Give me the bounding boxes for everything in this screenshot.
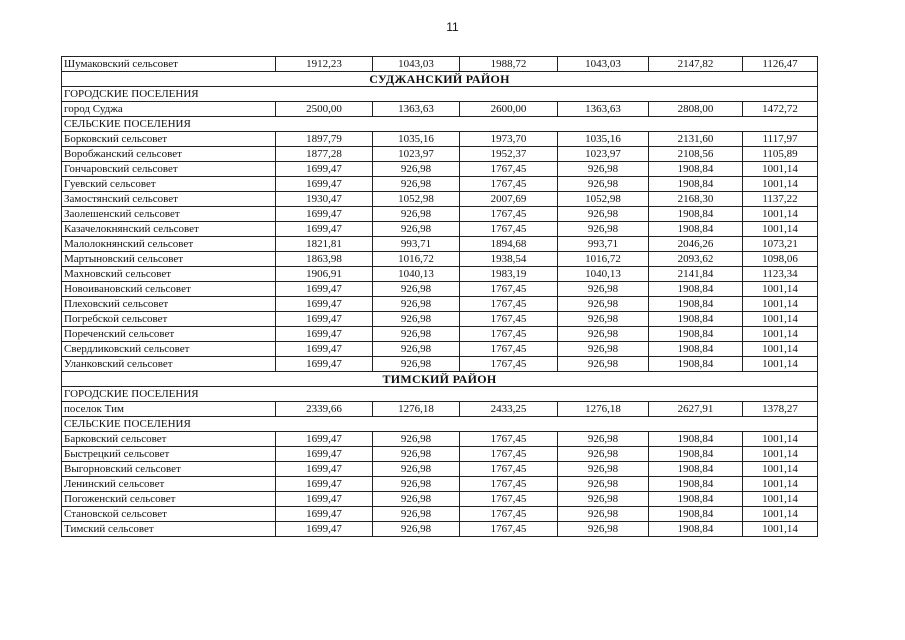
value-cell: 926,98 <box>373 447 460 462</box>
value-cell: 1016,72 <box>558 252 649 267</box>
value-cell: 1988,72 <box>460 57 558 72</box>
settlement-group-label: ГОРОДСКИЕ ПОСЕЛЕНИЯ <box>62 87 818 102</box>
value-cell: 1767,45 <box>460 477 558 492</box>
value-cell: 1699,47 <box>276 462 373 477</box>
value-cell: 1001,14 <box>743 447 818 462</box>
value-cell: 1908,84 <box>649 327 743 342</box>
table-row <box>62 177 818 192</box>
value-cell: 1908,84 <box>649 282 743 297</box>
value-cell: 1908,84 <box>649 507 743 522</box>
page-number: 11 <box>446 20 459 34</box>
settlement-group-label: ГОРОДСКИЕ ПОСЕЛЕНИЯ <box>62 387 818 402</box>
value-cell: 1908,84 <box>649 222 743 237</box>
table-row <box>62 267 818 282</box>
value-cell: 1001,14 <box>743 492 818 507</box>
value-cell: 1894,68 <box>460 237 558 252</box>
value-cell: 2108,56 <box>649 147 743 162</box>
value-cell: 1908,84 <box>649 297 743 312</box>
value-cell: 1001,14 <box>743 162 818 177</box>
value-cell: 1767,45 <box>460 492 558 507</box>
value-cell: 926,98 <box>373 327 460 342</box>
settlement-name: Уланковский сельсовет <box>62 357 276 372</box>
value-cell: 1126,47 <box>743 57 818 72</box>
value-cell: 1699,47 <box>276 492 373 507</box>
table-row <box>62 162 818 177</box>
value-cell: 1983,19 <box>460 267 558 282</box>
value-cell: 1016,72 <box>373 252 460 267</box>
value-cell: 1699,47 <box>276 327 373 342</box>
value-cell: 1906,91 <box>276 267 373 282</box>
table-row <box>62 282 818 297</box>
value-cell: 926,98 <box>558 447 649 462</box>
value-cell: 1117,97 <box>743 132 818 147</box>
value-cell: 1908,84 <box>649 432 743 447</box>
value-cell: 1767,45 <box>460 522 558 537</box>
value-cell: 2808,00 <box>649 102 743 117</box>
table-row <box>62 237 818 252</box>
settlement-name: Свердликовский сельсовет <box>62 342 276 357</box>
value-cell: 1699,47 <box>276 162 373 177</box>
table-row <box>62 357 818 372</box>
table-row <box>62 312 818 327</box>
value-cell: 1001,14 <box>743 462 818 477</box>
value-cell: 926,98 <box>373 432 460 447</box>
value-cell: 1767,45 <box>460 177 558 192</box>
value-cell: 1908,84 <box>649 357 743 372</box>
table-row <box>62 222 818 237</box>
value-cell: 1912,23 <box>276 57 373 72</box>
value-cell: 1001,14 <box>743 282 818 297</box>
settlement-group-label: СЕЛЬСКИЕ ПОСЕЛЕНИЯ <box>62 417 818 432</box>
value-cell: 1001,14 <box>743 357 818 372</box>
settlement-name: Замостянский сельсовет <box>62 192 276 207</box>
value-cell: 1699,47 <box>276 297 373 312</box>
value-cell: 1908,84 <box>649 462 743 477</box>
settlement-name: Борковский сельсовет <box>62 132 276 147</box>
value-cell: 926,98 <box>558 462 649 477</box>
value-cell: 2600,00 <box>460 102 558 117</box>
value-cell: 1363,63 <box>558 102 649 117</box>
value-cell: 2131,60 <box>649 132 743 147</box>
value-cell: 1767,45 <box>460 207 558 222</box>
value-cell: 926,98 <box>373 522 460 537</box>
value-cell: 1699,47 <box>276 222 373 237</box>
value-cell: 1767,45 <box>460 162 558 177</box>
value-cell: 1699,47 <box>276 447 373 462</box>
value-cell: 1930,47 <box>276 192 373 207</box>
value-cell: 926,98 <box>373 462 460 477</box>
value-cell: 1908,84 <box>649 522 743 537</box>
value-cell: 1699,47 <box>276 357 373 372</box>
table-row <box>62 327 818 342</box>
value-cell: 1699,47 <box>276 522 373 537</box>
value-cell: 926,98 <box>373 162 460 177</box>
value-cell: 993,71 <box>373 237 460 252</box>
value-cell: 1767,45 <box>460 282 558 297</box>
district-heading-row <box>62 372 818 387</box>
settlement-name: Гончаровский сельсовет <box>62 162 276 177</box>
value-cell: 926,98 <box>373 297 460 312</box>
value-cell: 926,98 <box>558 432 649 447</box>
value-cell: 1052,98 <box>558 192 649 207</box>
table-row <box>62 192 818 207</box>
table-row <box>62 432 818 447</box>
table-row <box>62 252 818 267</box>
value-cell: 1040,13 <box>558 267 649 282</box>
value-cell: 1699,47 <box>276 207 373 222</box>
value-cell: 1767,45 <box>460 222 558 237</box>
settlement-group-row <box>62 417 818 432</box>
settlement-name: Пореченский сельсовет <box>62 327 276 342</box>
value-cell: 2093,62 <box>649 252 743 267</box>
value-cell: 926,98 <box>558 327 649 342</box>
value-cell: 1908,84 <box>649 477 743 492</box>
table-row <box>62 102 818 117</box>
value-cell: 1908,84 <box>649 342 743 357</box>
value-cell: 2500,00 <box>276 102 373 117</box>
value-cell: 2627,91 <box>649 402 743 417</box>
value-cell: 926,98 <box>558 297 649 312</box>
table-row <box>62 522 818 537</box>
value-cell: 926,98 <box>373 342 460 357</box>
value-cell: 2007,69 <box>460 192 558 207</box>
value-cell: 1767,45 <box>460 357 558 372</box>
value-cell: 926,98 <box>558 357 649 372</box>
settlement-name: Погребской сельсовет <box>62 312 276 327</box>
value-cell: 1001,14 <box>743 327 818 342</box>
value-cell: 926,98 <box>373 507 460 522</box>
settlement-name: Гуевский сельсовет <box>62 177 276 192</box>
value-cell: 1699,47 <box>276 432 373 447</box>
settlement-name: Шумаковский сельсовет <box>62 57 276 72</box>
value-cell: 1908,84 <box>649 492 743 507</box>
value-cell: 1001,14 <box>743 177 818 192</box>
settlement-name: Мартыновский сельсовет <box>62 252 276 267</box>
value-cell: 1973,70 <box>460 132 558 147</box>
value-cell: 2141,84 <box>649 267 743 282</box>
value-cell: 926,98 <box>558 507 649 522</box>
value-cell: 1908,84 <box>649 447 743 462</box>
value-cell: 1001,14 <box>743 297 818 312</box>
settlement-name: Махновский сельсовет <box>62 267 276 282</box>
settlement-name: Становской сельсовет <box>62 507 276 522</box>
table-row <box>62 492 818 507</box>
value-cell: 1098,06 <box>743 252 818 267</box>
value-cell: 1001,14 <box>743 222 818 237</box>
value-cell: 1767,45 <box>460 342 558 357</box>
table-row <box>62 57 818 72</box>
value-cell: 1938,54 <box>460 252 558 267</box>
value-cell: 1123,34 <box>743 267 818 282</box>
district-heading: ТИМСКИЙ РАЙОН <box>62 372 818 387</box>
settlement-group-label: СЕЛЬСКИЕ ПОСЕЛЕНИЯ <box>62 117 818 132</box>
value-cell: 1699,47 <box>276 177 373 192</box>
value-cell: 926,98 <box>373 207 460 222</box>
value-cell: 1073,21 <box>743 237 818 252</box>
value-cell: 926,98 <box>558 477 649 492</box>
value-cell: 1863,98 <box>276 252 373 267</box>
value-cell: 926,98 <box>373 222 460 237</box>
value-cell: 1767,45 <box>460 432 558 447</box>
value-cell: 1767,45 <box>460 312 558 327</box>
value-cell: 1821,81 <box>276 237 373 252</box>
settlement-name: Погоженский сельсовет <box>62 492 276 507</box>
value-cell: 993,71 <box>558 237 649 252</box>
settlement-name: Ленинский сельсовет <box>62 477 276 492</box>
value-cell: 926,98 <box>558 207 649 222</box>
settlement-name: Выгорновский сельсовет <box>62 462 276 477</box>
value-cell: 1035,16 <box>373 132 460 147</box>
value-cell: 1699,47 <box>276 507 373 522</box>
value-cell: 1908,84 <box>649 177 743 192</box>
value-cell: 1363,63 <box>373 102 460 117</box>
value-cell: 926,98 <box>558 522 649 537</box>
value-cell: 926,98 <box>373 492 460 507</box>
value-cell: 1040,13 <box>373 267 460 282</box>
value-cell: 1001,14 <box>743 507 818 522</box>
value-cell: 1877,28 <box>276 147 373 162</box>
value-cell: 1699,47 <box>276 477 373 492</box>
settlement-group-row <box>62 387 818 402</box>
value-cell: 2168,30 <box>649 192 743 207</box>
settlement-name: город Суджа <box>62 102 276 117</box>
value-cell: 1001,14 <box>743 522 818 537</box>
value-cell: 1699,47 <box>276 312 373 327</box>
value-cell: 1472,72 <box>743 102 818 117</box>
value-cell: 926,98 <box>558 162 649 177</box>
settlement-name: поселок Тим <box>62 402 276 417</box>
value-cell: 1767,45 <box>460 462 558 477</box>
value-cell: 1699,47 <box>276 282 373 297</box>
table-row <box>62 447 818 462</box>
value-cell: 926,98 <box>373 477 460 492</box>
value-cell: 926,98 <box>373 312 460 327</box>
value-cell: 1908,84 <box>649 207 743 222</box>
settlement-name: Малолокнянский сельсовет <box>62 237 276 252</box>
settlement-name: Тимский сельсовет <box>62 522 276 537</box>
value-cell: 1105,89 <box>743 147 818 162</box>
value-cell: 926,98 <box>558 312 649 327</box>
value-cell: 1052,98 <box>373 192 460 207</box>
value-cell: 1699,47 <box>276 342 373 357</box>
value-cell: 1378,27 <box>743 402 818 417</box>
value-cell: 2046,26 <box>649 237 743 252</box>
settlement-name: Барковский сельсовет <box>62 432 276 447</box>
value-cell: 1001,14 <box>743 207 818 222</box>
value-cell: 926,98 <box>558 492 649 507</box>
value-cell: 926,98 <box>558 222 649 237</box>
table-row <box>62 207 818 222</box>
value-cell: 1897,79 <box>276 132 373 147</box>
value-cell: 1137,22 <box>743 192 818 207</box>
settlement-name: Воробжанский сельсовет <box>62 147 276 162</box>
value-cell: 1043,03 <box>558 57 649 72</box>
value-cell: 1276,18 <box>558 402 649 417</box>
value-cell: 1952,37 <box>460 147 558 162</box>
value-cell: 926,98 <box>373 357 460 372</box>
table-row <box>62 507 818 522</box>
value-cell: 1023,97 <box>558 147 649 162</box>
value-cell: 1001,14 <box>743 312 818 327</box>
table-body <box>62 57 818 537</box>
settlement-name: Быстрецкий сельсовет <box>62 447 276 462</box>
value-cell: 1001,14 <box>743 477 818 492</box>
value-cell: 2147,82 <box>649 57 743 72</box>
settlement-name: Заолешенский сельсовет <box>62 207 276 222</box>
table-row <box>62 147 818 162</box>
settlement-name: Казачелокнянский сельсовет <box>62 222 276 237</box>
value-cell: 1035,16 <box>558 132 649 147</box>
value-cell: 1767,45 <box>460 297 558 312</box>
value-cell: 1767,45 <box>460 327 558 342</box>
table-row <box>62 462 818 477</box>
table-row <box>62 342 818 357</box>
settlement-group-row <box>62 87 818 102</box>
value-cell: 926,98 <box>373 282 460 297</box>
value-cell: 1767,45 <box>460 447 558 462</box>
value-cell: 2339,66 <box>276 402 373 417</box>
settlement-name: Плеховский сельсовет <box>62 297 276 312</box>
value-cell: 1043,03 <box>373 57 460 72</box>
value-cell: 1001,14 <box>743 342 818 357</box>
tariff-table <box>61 56 818 537</box>
settlement-group-row <box>62 117 818 132</box>
value-cell: 1001,14 <box>743 432 818 447</box>
value-cell: 1767,45 <box>460 507 558 522</box>
table-row <box>62 402 818 417</box>
table-row <box>62 297 818 312</box>
value-cell: 2433,25 <box>460 402 558 417</box>
district-heading-row <box>62 72 818 87</box>
value-cell: 926,98 <box>558 342 649 357</box>
district-heading: СУДЖАНСКИЙ РАЙОН <box>62 72 818 87</box>
value-cell: 926,98 <box>558 177 649 192</box>
table-row <box>62 477 818 492</box>
value-cell: 926,98 <box>558 282 649 297</box>
table-row <box>62 132 818 147</box>
value-cell: 1023,97 <box>373 147 460 162</box>
value-cell: 1908,84 <box>649 162 743 177</box>
settlement-name: Новоивановский сельсовет <box>62 282 276 297</box>
value-cell: 1276,18 <box>373 402 460 417</box>
value-cell: 926,98 <box>373 177 460 192</box>
value-cell: 1908,84 <box>649 312 743 327</box>
